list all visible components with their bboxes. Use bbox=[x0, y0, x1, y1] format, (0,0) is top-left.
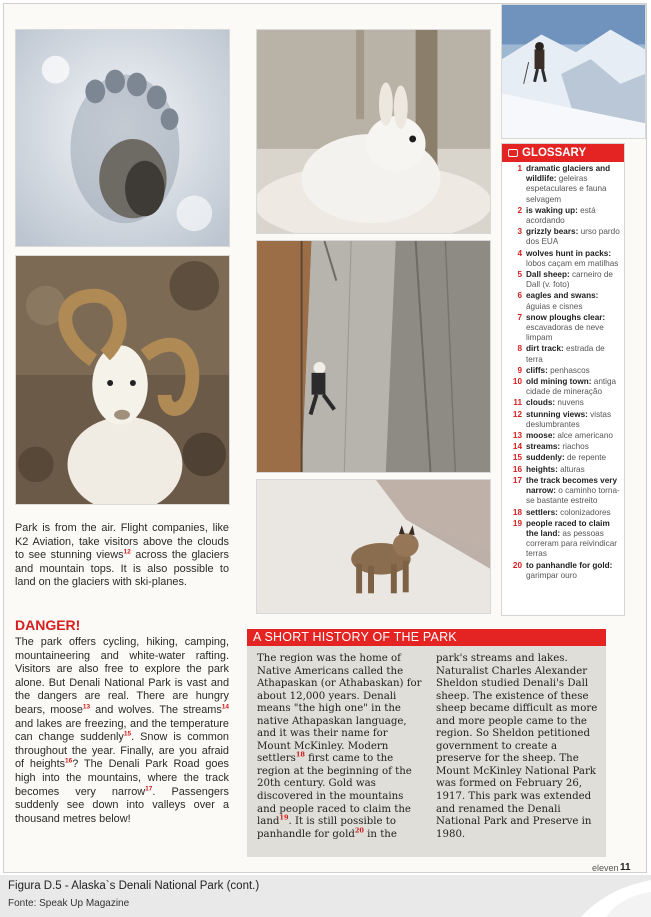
glossary-term: clouds: bbox=[526, 398, 556, 408]
magazine-page bbox=[3, 3, 647, 873]
glossary-term: to panhandle for gold: bbox=[526, 560, 613, 570]
page-curl-decoration bbox=[551, 875, 651, 917]
glossary-item bbox=[504, 508, 622, 518]
danger-heading: DANGER! bbox=[15, 617, 81, 633]
climber-photo bbox=[256, 240, 491, 473]
glossary-definition: urso pardo dos EUA bbox=[526, 227, 620, 247]
glossary-number: 13 bbox=[512, 431, 522, 441]
glossary-definition: carneiro de Dall (v. foto) bbox=[526, 270, 613, 290]
glossary-term: moose: bbox=[526, 431, 556, 441]
glossary-item bbox=[504, 270, 622, 290]
glossary-number: 4 bbox=[517, 248, 522, 258]
glossary-title: GLOSSARY bbox=[522, 147, 587, 159]
glossary-item bbox=[504, 206, 622, 226]
glossary-definition: nuvens bbox=[555, 398, 584, 408]
glossary-item bbox=[504, 291, 622, 311]
glossary-entry bbox=[526, 561, 622, 581]
glossary-entry bbox=[526, 476, 622, 507]
glossary-term: streams: bbox=[526, 442, 561, 452]
glossary-number: 15 bbox=[512, 453, 522, 463]
glossary-entry bbox=[526, 227, 622, 247]
figure-caption: Figura D.5 - Alaska`s Denali National Park (cont.) bbox=[8, 880, 260, 892]
speech-bubble-icon bbox=[508, 149, 518, 157]
glossary-term: people raced to claim the land: bbox=[526, 518, 610, 538]
hiker-photo bbox=[501, 4, 646, 139]
glossary-term: eagles and swans: bbox=[526, 291, 599, 301]
glossary-item bbox=[504, 344, 622, 364]
figure-caption-bar bbox=[0, 875, 651, 917]
glossary-number: 16 bbox=[512, 464, 522, 474]
history-text: The region was the home of Native Americans called the Athapaskan (or Athabaskan) for about 12,000 years. Denali means "the high one" in the native Athapaskan language, and it was their name for Mount McKinley. Modern settlers$^{18}$ first came to the region at the beginning of the 20th century. Gold was discovered in the mountains and people raced to claim the land$^{19}$. It is still possible to panhandle for gold$^{20}$ in the park's streams and lakes. Naturalist Charles Alexander Sheldon studied Denali's Dall sheep. The existence of these sheep became difficult as more and more people came to the region. So Sheldon petitioned government to create a preserve for the sheep. The Mount McKinley National Park was formed on February 26, 1917. This park was extended and renamed the Denali National Park and Preserve in 1980. bbox=[257, 653, 598, 840]
glossary-item bbox=[504, 313, 622, 344]
glossary-entry bbox=[526, 270, 622, 290]
glossary-number: 8 bbox=[517, 344, 522, 354]
glossary-definition: vistas deslumbrantes bbox=[526, 409, 612, 429]
glossary-item bbox=[504, 465, 622, 475]
glossary-number: 7 bbox=[517, 312, 522, 322]
glossary-entry bbox=[526, 291, 622, 311]
hare-photo bbox=[256, 29, 491, 234]
glossary-definition: alce americano bbox=[555, 431, 613, 441]
glossary-definition: está acordando bbox=[526, 205, 596, 226]
glossary-term: heights: bbox=[526, 464, 558, 474]
glossary-entry bbox=[526, 508, 622, 518]
glossary-entry bbox=[526, 398, 622, 408]
glossary-term: dramatic glaciers and wildlife: bbox=[526, 164, 611, 184]
magazine-brand: eleven bbox=[592, 863, 619, 873]
glossary-entry bbox=[526, 465, 622, 475]
glossary-definition: geleiras espetaculares e fauna selvagem bbox=[526, 174, 607, 204]
glossary-item bbox=[504, 377, 622, 397]
glossary-entry bbox=[526, 313, 622, 344]
glossary-item bbox=[504, 410, 622, 430]
glossary-item bbox=[504, 453, 622, 463]
history-title: A SHORT HISTORY OF THE PARK bbox=[247, 629, 606, 646]
glossary-entry bbox=[526, 442, 622, 452]
figure-source: Fonte: Speak Up Magazine bbox=[8, 898, 130, 909]
glossary-box bbox=[501, 143, 625, 616]
glossary-number: 20 bbox=[512, 560, 522, 570]
glossary-item bbox=[504, 442, 622, 452]
glossary-term: dirt track: bbox=[526, 344, 564, 354]
glossary-number: 9 bbox=[517, 365, 522, 375]
glossary-term: wolves hunt in packs: bbox=[526, 248, 612, 258]
glossary-definition: garimpar ouro bbox=[526, 570, 577, 580]
glossary-definition: águias e cisnes bbox=[526, 301, 583, 311]
glossary-entry bbox=[526, 164, 622, 205]
glossary-number: 19 bbox=[512, 518, 522, 528]
glossary-item bbox=[504, 398, 622, 408]
glossary-number: 14 bbox=[512, 442, 522, 452]
glossary-term: stunning views: bbox=[526, 409, 588, 419]
glossary-term: Dall sheep: bbox=[526, 270, 570, 280]
glossary-term: suddenly: bbox=[526, 453, 565, 463]
glossary-entry bbox=[526, 453, 622, 463]
glossary-item bbox=[504, 249, 622, 269]
glossary-item bbox=[504, 431, 622, 441]
glossary-term: snow ploughs clear: bbox=[526, 312, 606, 322]
glossary-entry bbox=[526, 519, 622, 560]
glossary-number: 5 bbox=[517, 270, 522, 280]
glossary-entry bbox=[526, 206, 622, 226]
glossary-list bbox=[502, 162, 624, 581]
danger-paragraph: The park offers cycling, hiking, camping, mountaineering and white-water rafting. Visitors are also free to explore the park alone. But Denali National Park is vast and the dangers are real. There are hungry bears, moose$^{13}$ and wolves. The streams$^{14}$ and lakes are freezing, and the temperature can change suddenly$^{15}$. Snow is common throughout the year. Finally, are you afraid of heights$^{16}$? The Denali Park Road goes high into the mountains, where the track becomes very narrow$^{17}$. Passengers suddenly see down into valleys over a thousand metres below! bbox=[15, 636, 230, 825]
lynx-photo bbox=[256, 479, 491, 614]
glossary-entry bbox=[526, 249, 622, 269]
glossary-entry bbox=[526, 344, 622, 364]
glossary-definition: penhascos bbox=[547, 365, 590, 375]
glossary-item bbox=[504, 519, 622, 560]
glossary-term: cliffs: bbox=[526, 365, 548, 375]
glossary-entry bbox=[526, 410, 622, 430]
glossary-term: is waking up: bbox=[526, 205, 578, 215]
intro-paragraph: Park is from the air. Flight companies, like K2 Aviation, take visitors above the clouds to see stunning views$^{12}$ across the glaciers and mountain tops. It is also possible to land on the glaciers with ski-planes. bbox=[15, 522, 229, 589]
glossary-item bbox=[504, 366, 622, 376]
glossary-header bbox=[502, 144, 624, 162]
glossary-number: 11 bbox=[513, 398, 522, 408]
glossary-number: 10 bbox=[512, 377, 522, 387]
glossary-term: the track becomes very narrow: bbox=[526, 475, 618, 496]
dall-sheep-photo bbox=[15, 255, 230, 505]
glossary-definition: alturas bbox=[557, 464, 585, 474]
glossary-entry bbox=[526, 366, 622, 376]
glossary-entry bbox=[526, 431, 622, 441]
glossary-item bbox=[504, 164, 622, 205]
glossary-number: 2 bbox=[517, 205, 522, 215]
glossary-item bbox=[504, 561, 622, 581]
glossary-definition: riachos bbox=[560, 442, 589, 452]
glossary-number: 18 bbox=[512, 507, 522, 517]
glossary-definition: o caminho torna-se bastante estreito bbox=[526, 486, 620, 506]
page-number: 11 bbox=[620, 862, 631, 873]
glossary-definition: estrada de terra bbox=[526, 344, 605, 364]
bear-track-photo bbox=[15, 29, 230, 247]
glossary-number: 1 bbox=[517, 164, 522, 173]
glossary-definition: colonizadores bbox=[557, 507, 611, 517]
history-box bbox=[247, 629, 606, 857]
glossary-definition: antiga cidade de mineração bbox=[526, 377, 617, 397]
glossary-definition: de repente bbox=[564, 453, 607, 463]
glossary-number: 17 bbox=[512, 475, 522, 485]
glossary-definition: lobos caçam em matilhas bbox=[526, 258, 619, 268]
glossary-definition: as pessoas correram para reivindicar terras bbox=[526, 528, 618, 559]
glossary-entry bbox=[526, 377, 622, 397]
glossary-term: old mining town: bbox=[526, 377, 592, 387]
glossary-number: 3 bbox=[517, 227, 522, 237]
glossary-term: grizzly bears: bbox=[526, 227, 579, 237]
glossary-number: 6 bbox=[517, 291, 522, 301]
glossary-definition: escavadoras de neve limpam bbox=[526, 323, 604, 343]
glossary-item bbox=[504, 227, 622, 247]
glossary-number: 12 bbox=[512, 409, 522, 419]
glossary-item bbox=[504, 476, 622, 507]
glossary-term: settlers: bbox=[526, 507, 558, 517]
